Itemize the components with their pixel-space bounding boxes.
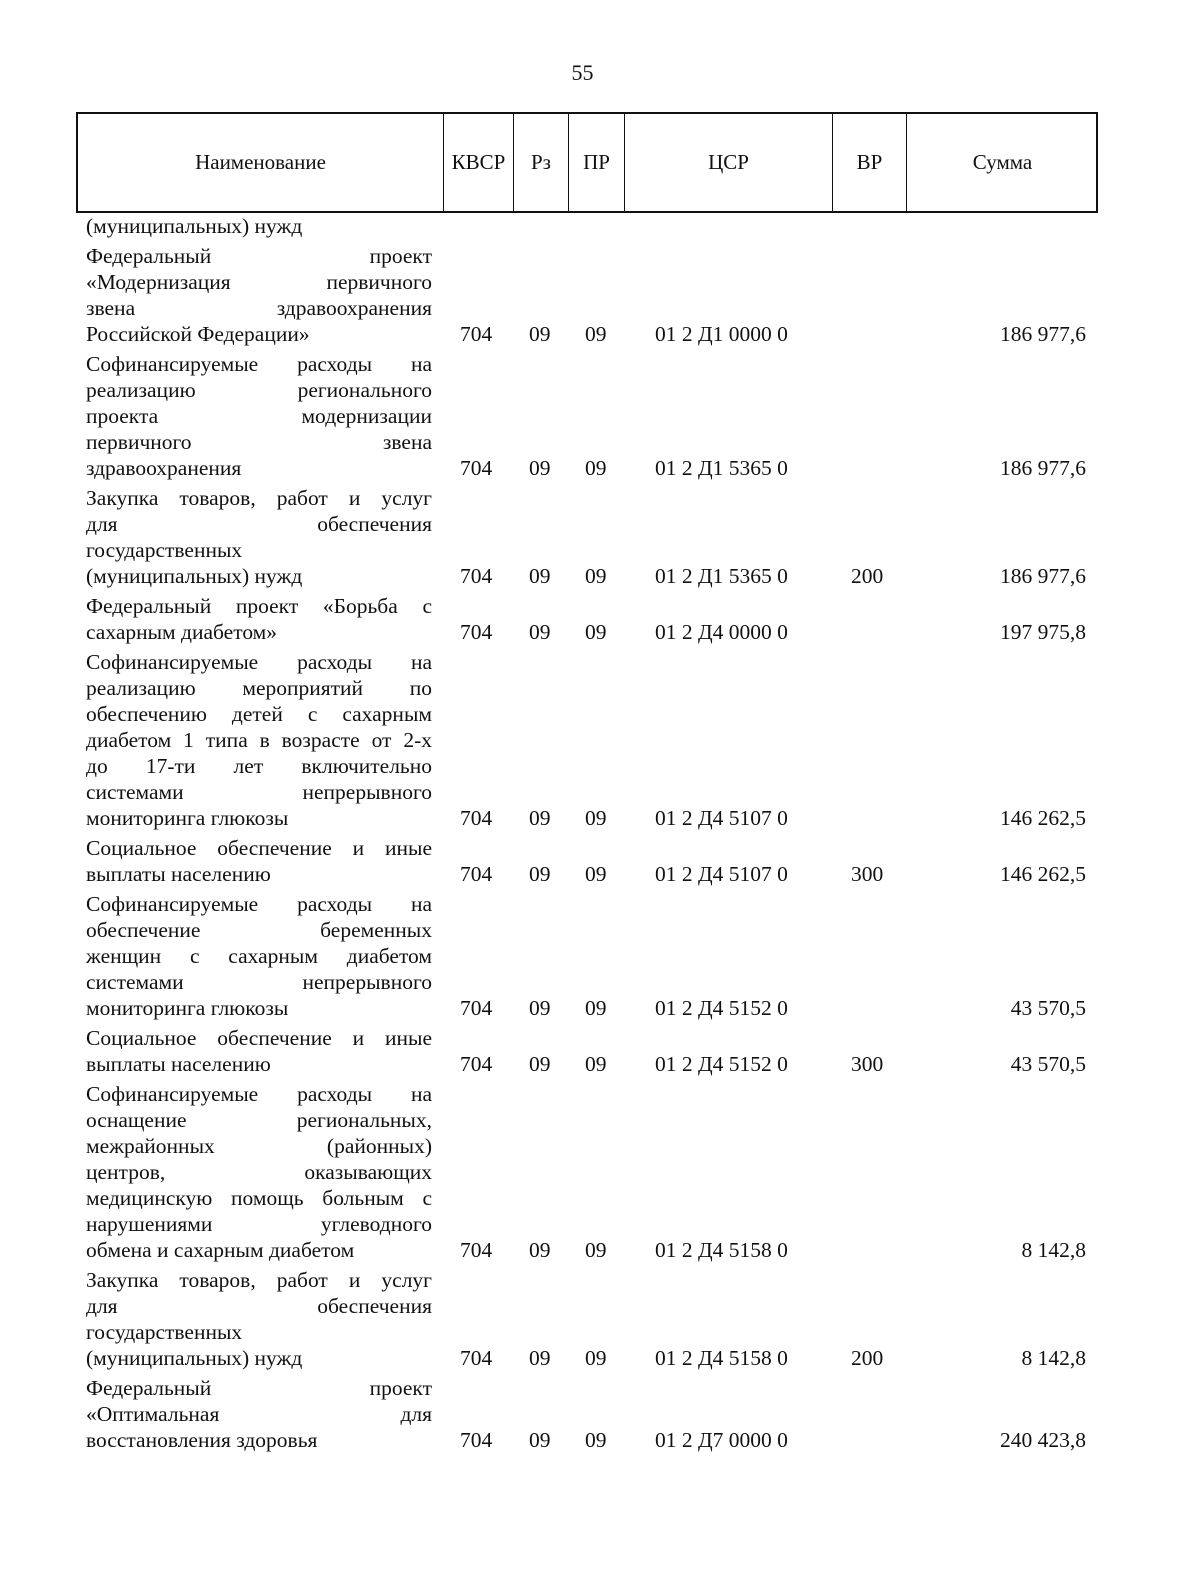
row-name-line: выплаты населению xyxy=(86,1052,271,1076)
header-vr: ВР xyxy=(833,114,907,211)
table-row xyxy=(0,891,1200,1021)
row-name-line: Софинансируемые расходы на xyxy=(86,352,432,376)
row-kvsr: 704 xyxy=(460,1052,493,1076)
row-name-line: первичного звена xyxy=(86,430,432,454)
row-sum: 146 262,5 xyxy=(1000,806,1086,830)
row-name xyxy=(86,835,432,887)
row-sum: 186 977,6 xyxy=(1000,322,1086,346)
row-name-line: восстановления здоровья xyxy=(86,1428,318,1452)
table-row xyxy=(0,593,1200,645)
row-rz: 09 xyxy=(529,322,551,346)
row-name-line: Федеральный проект «Борьба с xyxy=(86,594,432,618)
row-pr: 09 xyxy=(585,1428,607,1452)
row-name xyxy=(86,1081,432,1263)
row-name-line: государственных xyxy=(86,1320,243,1344)
row-kvsr: 704 xyxy=(460,806,493,830)
row-csr: 01 2 Д4 5158 0 xyxy=(655,1346,788,1370)
header-csr: ЦСР xyxy=(625,114,833,211)
row-name-line: (муниципальных) нужд xyxy=(86,1346,303,1370)
row-rz: 09 xyxy=(529,1052,551,1076)
row-name-line: системами непрерывного xyxy=(86,780,432,804)
row-pr: 09 xyxy=(585,456,607,480)
row-pr: 09 xyxy=(585,1052,607,1076)
row-name-line: здравоохранения xyxy=(86,456,242,480)
table-row xyxy=(0,835,1200,887)
row-name-line: Социальное обеспечение и иные xyxy=(86,1026,432,1050)
row-name-line: обмена и сахарным диабетом xyxy=(86,1238,355,1262)
row-name-line: Российской Федерации» xyxy=(86,322,310,346)
row-name-line: Софинансируемые расходы на xyxy=(86,650,432,674)
row-pr: 09 xyxy=(585,1346,607,1370)
row-sum: 197 975,8 xyxy=(1000,620,1086,644)
row-sum: 43 570,5 xyxy=(1010,996,1086,1020)
row-sum: 240 423,8 xyxy=(1000,1428,1086,1452)
table-row xyxy=(0,649,1200,831)
row-csr: 01 2 Д4 5107 0 xyxy=(655,806,788,830)
row-csr: 01 2 Д4 5158 0 xyxy=(655,1238,788,1262)
row-name-line: системами непрерывного xyxy=(86,970,432,994)
row-name-line: Закупка товаров, работ и услуг xyxy=(86,1268,432,1292)
row-name-line: межрайонных (районных) xyxy=(86,1134,432,1158)
table-row xyxy=(0,485,1200,589)
row-name-line: Софинансируемые расходы на xyxy=(86,1082,432,1106)
table-row xyxy=(0,213,1200,239)
row-rz: 09 xyxy=(529,1428,551,1452)
row-pr: 09 xyxy=(585,862,607,886)
row-csr: 01 2 Д1 5365 0 xyxy=(655,564,788,588)
row-sum: 8 142,8 xyxy=(1021,1238,1086,1262)
row-sum: 186 977,6 xyxy=(1000,456,1086,480)
row-kvsr: 704 xyxy=(460,456,493,480)
row-csr: 01 2 Д4 5152 0 xyxy=(655,1052,788,1076)
table-row xyxy=(0,243,1200,347)
row-name-line: сахарным диабетом» xyxy=(86,620,278,644)
row-name-line: центров, оказывающих xyxy=(86,1160,432,1184)
row-kvsr: 704 xyxy=(460,1428,493,1452)
table-row xyxy=(0,351,1200,481)
row-name-line: реализацию мероприятий по xyxy=(86,676,432,700)
row-sum: 43 570,5 xyxy=(1010,1052,1086,1076)
row-csr: 01 2 Д4 0000 0 xyxy=(655,620,788,644)
row-sum: 186 977,6 xyxy=(1000,564,1086,588)
row-name-line: женщин с сахарным диабетом xyxy=(86,944,432,968)
header-kvsr: КВСР xyxy=(444,114,514,211)
table-row xyxy=(0,1081,1200,1263)
row-sum: 8 142,8 xyxy=(1021,1346,1086,1370)
row-name-line: Закупка товаров, работ и услуг xyxy=(86,486,432,510)
row-sum: 146 262,5 xyxy=(1000,862,1086,886)
header-sum: Сумма xyxy=(972,150,1033,174)
row-name xyxy=(86,1025,432,1077)
row-kvsr: 704 xyxy=(460,1346,493,1370)
row-name-line: Социальное обеспечение и иные xyxy=(86,836,432,860)
row-rz: 09 xyxy=(529,1346,551,1370)
table-header xyxy=(76,112,1098,213)
row-name-line: реализацию регионального xyxy=(86,378,432,402)
row-name-line: (муниципальных) нужд xyxy=(86,564,303,588)
row-csr: 01 2 Д1 0000 0 xyxy=(655,322,788,346)
row-name xyxy=(86,243,432,347)
row-kvsr: 704 xyxy=(460,620,493,644)
row-rz: 09 xyxy=(529,996,551,1020)
row-name-line: обеспечению детей с сахарным xyxy=(86,702,432,726)
row-name-line: для обеспечения xyxy=(86,1294,432,1318)
row-csr: 01 2 Д4 5152 0 xyxy=(655,996,788,1020)
row-name-line: Федеральный проект xyxy=(86,1376,432,1400)
row-pr: 09 xyxy=(585,806,607,830)
row-name-line: Федеральный проект xyxy=(86,244,432,268)
row-kvsr: 704 xyxy=(460,322,493,346)
row-vr: 200 xyxy=(851,564,884,588)
header-rz: Рз xyxy=(514,114,569,211)
row-name xyxy=(86,891,432,1021)
row-name-line: мониторинга глюкозы xyxy=(86,806,289,830)
row-pr: 09 xyxy=(585,1238,607,1262)
row-name-line: обеспечение беременных xyxy=(86,918,432,942)
row-csr: 01 2 Д4 5107 0 xyxy=(655,862,788,886)
table-row xyxy=(0,1025,1200,1077)
row-name-line: оснащение региональных, xyxy=(86,1108,432,1132)
row-kvsr: 704 xyxy=(460,862,493,886)
row-name xyxy=(86,213,432,239)
table-row xyxy=(0,1267,1200,1371)
row-name-line: «Модернизация первичного xyxy=(86,270,432,294)
row-name xyxy=(86,1267,432,1371)
row-rz: 09 xyxy=(529,862,551,886)
row-name-line: медицинскую помощь больным с xyxy=(86,1186,432,1210)
row-pr: 09 xyxy=(585,564,607,588)
page-number: 55 xyxy=(571,60,594,85)
row-pr: 09 xyxy=(585,620,607,644)
row-csr: 01 2 Д7 0000 0 xyxy=(655,1428,788,1452)
row-name-line: (муниципальных) нужд xyxy=(86,214,303,238)
row-rz: 09 xyxy=(529,1238,551,1262)
row-name-line: для обеспечения xyxy=(86,512,432,536)
row-kvsr: 704 xyxy=(460,1238,493,1262)
row-name-line: диабетом 1 типа в возрасте от 2-х xyxy=(86,728,432,752)
row-name xyxy=(86,1375,432,1453)
row-name xyxy=(86,351,432,481)
row-name-line: Софинансируемые расходы на xyxy=(86,892,432,916)
header-pr: ПР xyxy=(569,114,625,211)
row-pr: 09 xyxy=(585,996,607,1020)
row-vr: 300 xyxy=(851,862,884,886)
row-name-line: проекта модернизации xyxy=(86,404,432,428)
row-kvsr: 704 xyxy=(460,996,493,1020)
table-row xyxy=(0,1375,1200,1453)
row-name xyxy=(86,593,432,645)
table-body xyxy=(0,213,1200,1457)
row-rz: 09 xyxy=(529,620,551,644)
row-name-line: звена здравоохранения xyxy=(86,296,432,320)
row-name-line: выплаты населению xyxy=(86,862,271,886)
row-name xyxy=(86,485,432,589)
row-name-line: «Оптимальная для xyxy=(86,1402,432,1426)
row-kvsr: 704 xyxy=(460,564,493,588)
row-rz: 09 xyxy=(529,456,551,480)
row-csr: 01 2 Д1 5365 0 xyxy=(655,456,788,480)
row-vr: 300 xyxy=(851,1052,884,1076)
row-vr: 200 xyxy=(851,1346,884,1370)
row-pr: 09 xyxy=(585,322,607,346)
row-name-line: государственных xyxy=(86,538,243,562)
header-name: Наименование xyxy=(78,114,444,211)
row-name xyxy=(86,649,432,831)
row-rz: 09 xyxy=(529,806,551,830)
row-rz: 09 xyxy=(529,564,551,588)
row-name-line: нарушениями углеводного xyxy=(86,1212,432,1236)
row-name-line: до 17-ти лет включительно xyxy=(86,754,432,778)
row-name-line: мониторинга глюкозы xyxy=(86,996,289,1020)
